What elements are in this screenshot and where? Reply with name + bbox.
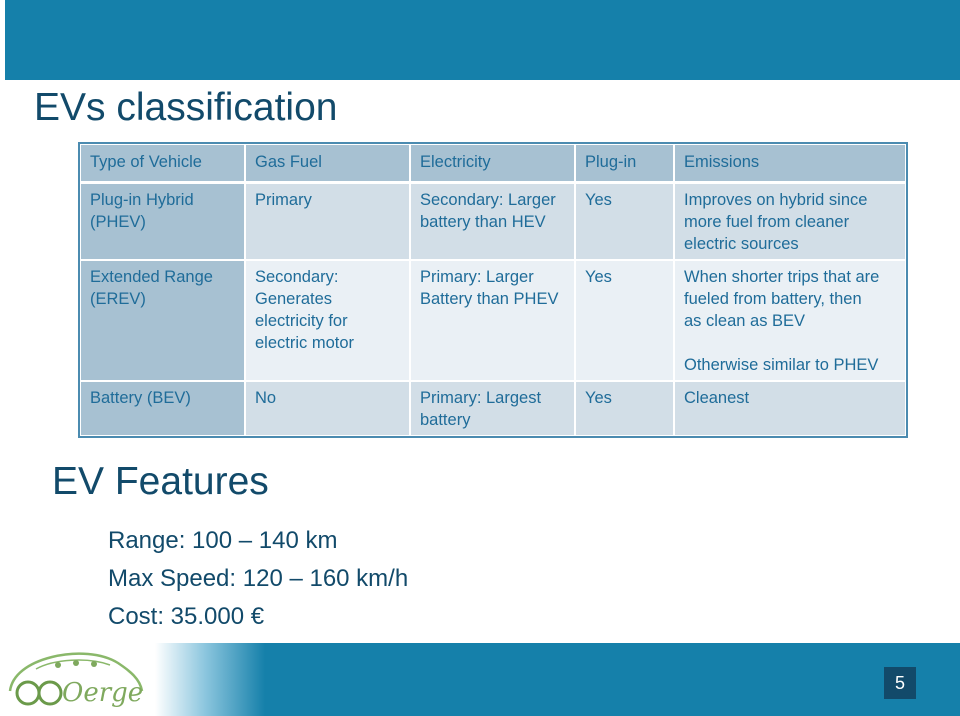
features-title: EV Features <box>52 460 269 503</box>
cell-line: Extended Range <box>90 268 213 286</box>
cell-vehicle-type <box>80 260 245 381</box>
cell-line: battery than HEV <box>420 213 546 231</box>
cell-line: Battery than PHEV <box>420 290 559 308</box>
cell-vehicle-type <box>80 183 245 261</box>
cell-vehicle-type <box>80 381 245 436</box>
cell-gas-fuel <box>245 381 410 436</box>
table-row <box>80 260 906 381</box>
cell-line: Battery (BEV) <box>90 389 191 407</box>
cell-line: electricity for <box>255 312 348 330</box>
cell-line: No <box>255 389 277 407</box>
cell-emissions <box>674 381 906 436</box>
cell-line: Primary: Larger <box>420 268 534 286</box>
cell-line: electric sources <box>684 235 799 253</box>
cell-line: (EREV) <box>90 290 146 308</box>
cell-plug-in: Yes <box>575 260 674 381</box>
header-plug-in: Plug-in <box>575 144 674 183</box>
cell-electricity <box>410 260 575 381</box>
table-row <box>80 381 906 436</box>
cell-line: Secondary: Larger <box>420 191 556 209</box>
ev-classification-table <box>79 143 907 437</box>
cell-plug-in: Yes <box>575 381 674 436</box>
cell-emissions <box>674 260 906 381</box>
cell-line: Improves on hybrid since <box>684 191 868 209</box>
header-type-of-vehicle: Type of Vehicle <box>80 144 245 183</box>
header-gas-fuel: Gas Fuel <box>245 144 410 183</box>
cell-line: Secondary: <box>255 268 339 286</box>
header-electricity: Electricity <box>410 144 575 183</box>
features-list <box>108 522 408 636</box>
cell-gas-fuel <box>245 260 410 381</box>
cell-line: (PHEV) <box>90 213 146 231</box>
table-header-row <box>80 144 906 183</box>
feature-range: Range: 100 – 140 km <box>108 527 338 554</box>
cell-line: When shorter trips that are <box>684 268 880 286</box>
header-emissions: Emissions <box>674 144 906 183</box>
slide-title: EVs classification <box>34 86 338 129</box>
cell-line: Plug-in Hybrid <box>90 191 194 209</box>
page-number: 5 <box>884 667 916 699</box>
feature-max-speed: Max Speed: 120 – 160 km/h <box>108 565 409 592</box>
cell-line: as clean as BEV <box>684 312 806 330</box>
cell-line: more fuel from cleaner <box>684 213 850 231</box>
feature-cost: Cost: 35.000 € <box>108 603 265 630</box>
logo-text: Oerge <box>62 678 144 708</box>
cell-electricity <box>410 183 575 261</box>
table-row <box>80 183 906 261</box>
cell-line: Primary: Largest <box>420 389 542 407</box>
line-gap <box>684 332 896 354</box>
cell-line: electric motor <box>255 334 355 352</box>
cell-emissions <box>674 183 906 261</box>
cell-line: Cleanest <box>684 389 750 407</box>
cell-line: Primary <box>255 191 312 209</box>
cell-line: Otherwise similar to PHEV <box>684 356 879 374</box>
cell-line: fueled from battery, then <box>684 290 862 308</box>
bottom-banner <box>5 643 960 716</box>
cell-gas-fuel <box>245 183 410 261</box>
cell-electricity <box>410 381 575 436</box>
cell-plug-in: Yes <box>575 183 674 261</box>
cell-line: battery <box>420 411 471 429</box>
cell-line: Generates <box>255 290 333 308</box>
car-logo-icon <box>6 645 146 711</box>
top-banner <box>5 0 960 80</box>
